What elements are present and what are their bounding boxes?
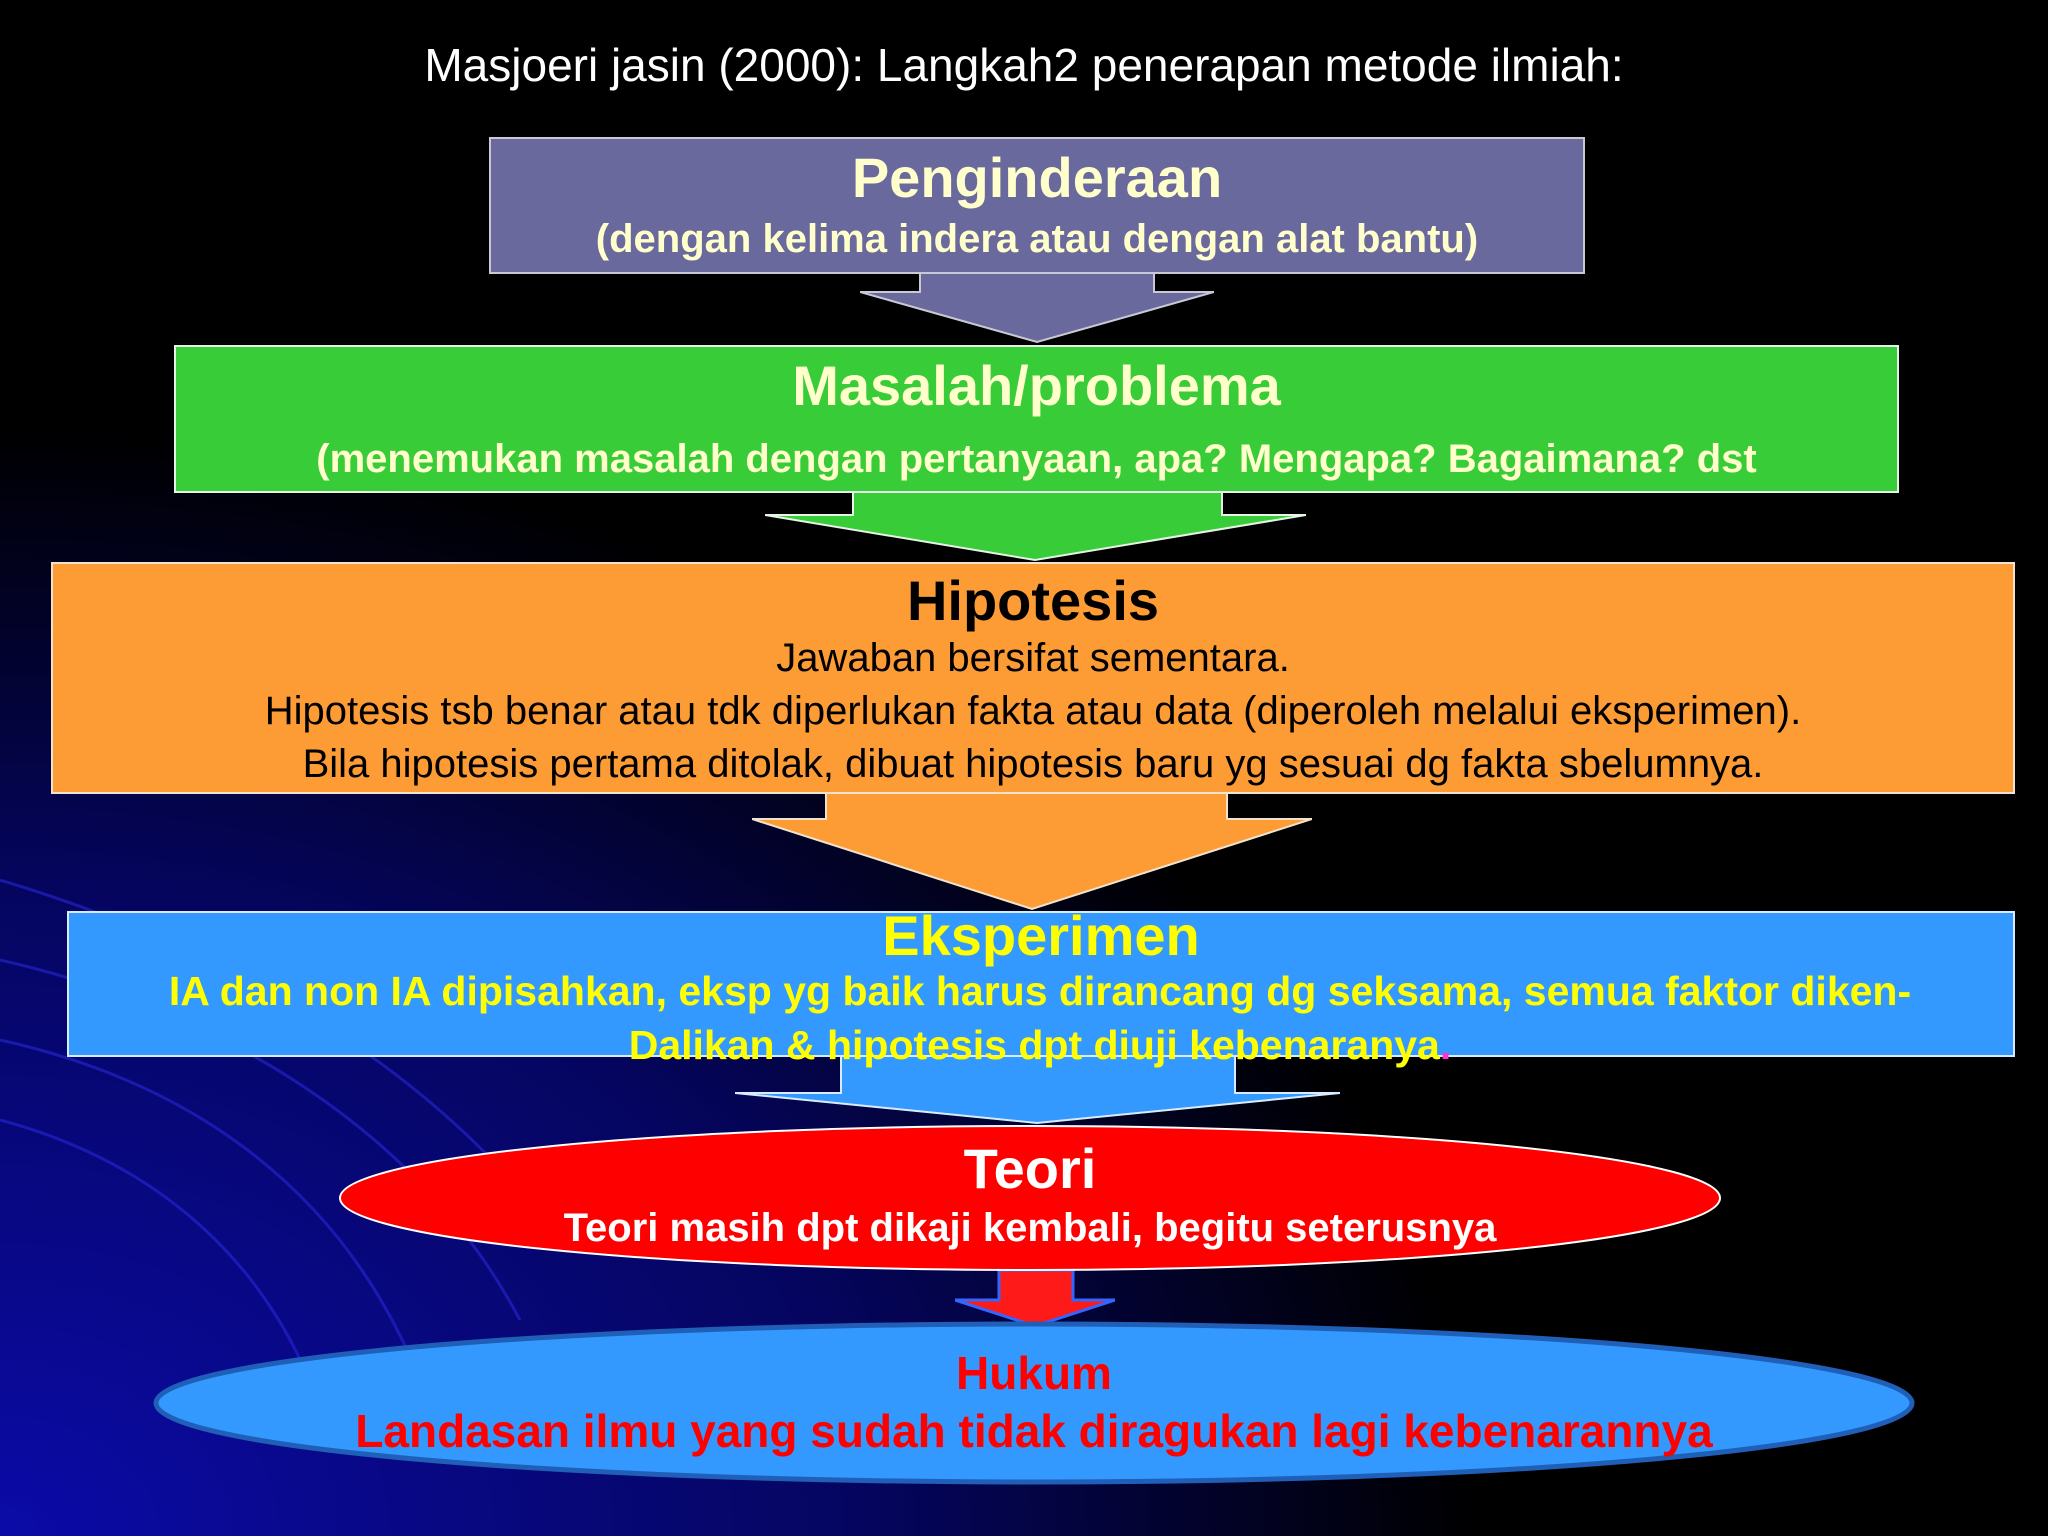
step-description-line: Hipotesis tsb benar atau tdk diperlukan fakta atau data (diperoleh melalui eksperimen). [264, 689, 1802, 733]
step-description-line: IA dan non IA dipisahkan, eksp yg baik harus dirancang dg seksama, semua faktor diken- [168, 968, 1912, 1014]
arrow-down-icon [752, 791, 1312, 911]
step-description-line: Bila hipotesis pertama ditolak, dibuat hipotesis baru yg sesuai dg fakta sbelumnya. [302, 742, 1764, 786]
eksperimen-description [60, 964, 2020, 1072]
step-teori [336, 1138, 1724, 1252]
step-title: Penginderaan [851, 146, 1223, 209]
arrow-down-icon [765, 490, 1306, 562]
arrow-down-icon [860, 270, 1214, 345]
line-text: Dalikan & hipotesis dpt diuji kebenaranya [628, 1022, 1440, 1068]
step-title: Hipotesis [906, 569, 1160, 632]
step-description: Teori masih dpt dikaji kembali, begitu seterusnya [563, 1206, 1497, 1250]
step-hukum [152, 1345, 1916, 1461]
step-title: Eksperimen [882, 904, 1200, 967]
slide-title: Masjoeri jasin (2000): Langkah2 penerapan metode ilmiah: [424, 39, 1624, 91]
step-masalah [174, 345, 1899, 493]
step-hipotesis [51, 562, 2015, 794]
line-end-period: . [1439, 1022, 1452, 1068]
step-description: (dengan kelima indera atau dengan alat bantu) [595, 217, 1479, 261]
step-title: Hukum [956, 1347, 1112, 1399]
step-title: Teori [963, 1137, 1097, 1200]
step-description: Landasan ilmu yang sudah tidak diragukan lagi kebenarannya [355, 1405, 1713, 1457]
step-description-line: Jawaban bersifat sementara. [776, 636, 1290, 680]
step-description-line [60, 1018, 2020, 1072]
step-penginderaan [489, 137, 1585, 274]
step-description: (menemukan masalah dengan pertanyaan, apa? Mengapa? Bagaimana? dst [316, 437, 1757, 481]
step-title: Masalah/problema [792, 354, 1281, 417]
